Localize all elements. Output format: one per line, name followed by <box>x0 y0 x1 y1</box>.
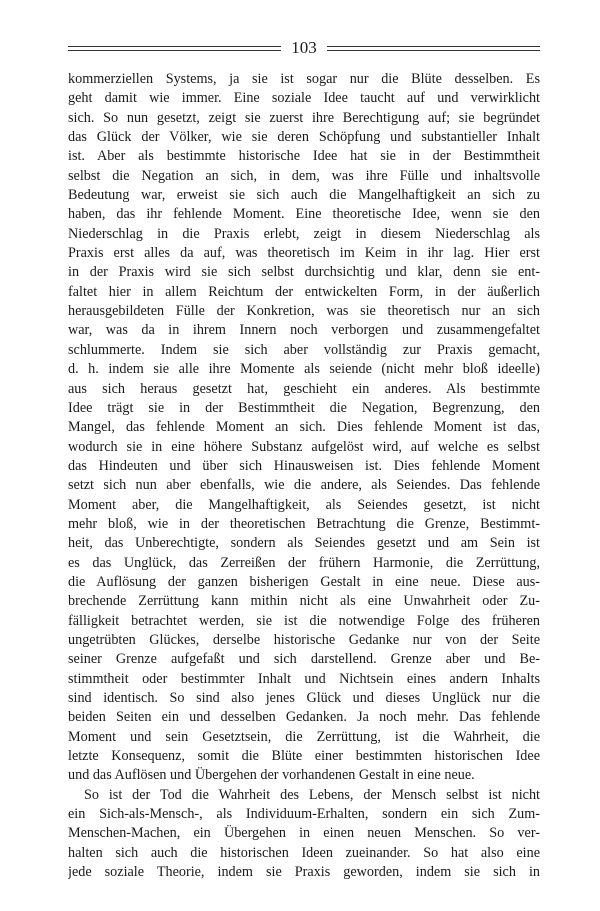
text-line: stimmtheit oder bestimmter Inhalt und Nichtsein eines andern Inhalts <box>68 670 540 687</box>
text-line: seiner Grenze aufgefaßt und sich darstellend. Grenze aber und Be- <box>68 651 540 668</box>
text-line: Moment und sein Gesetztsein, die Zerrüttung, ist die Wahrheit, die <box>68 728 540 745</box>
text-line: die Auflösung der ganzen bisherigen Gestalt in eine neue. Diese aus- <box>68 573 540 590</box>
text-line: sich. So nun gesetzt, zeigt sie zuerst ihre Berechtigung auf; sie begründet <box>68 109 540 126</box>
text-line: halten sich auch die historischen Ideen zueinander. So hat also eine <box>68 844 540 861</box>
text-line: fälligkeit betrachtet werden, sie ist die notwendige Folge des früheren <box>68 612 540 629</box>
text-line: Idee trägt sie in der Bestimmtheit die Negation, Begrenzung, den <box>68 399 540 416</box>
text-line: d. h. indem sie alle ihre Momente als seiende (nicht mehr bloß ideelle) <box>68 361 540 378</box>
text-line: in der Praxis wird sie sich selbst durchsichtig und klar, denn sie ent- <box>68 264 540 281</box>
text-line: jede soziale Theorie, indem sie Praxis geworden, indem sie sich in <box>68 864 540 881</box>
text-line: es das Unglück, das Zerreißen der frühern Harmonie, die Zerrüttung, <box>68 554 540 571</box>
text-line: geht damit wie immer. Eine soziale Idee taucht auf und verwirklicht <box>68 90 540 107</box>
text-line: sind identisch. So sind also jenes Glück und dieses Unglück nur die <box>68 690 540 706</box>
text-line: wodurch sie in eine höhere Substanz aufgelöst wird, auf welche es selbst <box>68 438 540 455</box>
page-header <box>68 36 540 60</box>
text-line: Niederschlag in die Praxis erlebt, zeigt in diesem Niederschlag als <box>68 225 540 242</box>
text-line: faltet hier in allem Reichtum der entwickelten Form, in der äußerlich <box>68 283 540 300</box>
text-line: mehr bloß, wie in der theoretischen Betrachtung die Grenze, Bestimmt- <box>68 515 540 532</box>
page-number: 103 <box>291 38 317 57</box>
text-line: Moment aber, die Mangelhaftigkeit, als Seiendes gesetzt, ist nicht <box>68 496 540 513</box>
header-rule-right <box>327 46 540 51</box>
text-line: Menschen-Machen, ein Übergehen in einen neuen Menschen. So ver- <box>68 825 540 842</box>
body-text <box>68 70 540 882</box>
text-line: schlummerte. Indem sie sich aber vollständig zur Praxis gemacht, <box>68 341 540 358</box>
text-line: herausgebildeten Fülle der Konkretion, was sie theoretisch nur an sich <box>68 303 540 320</box>
text-line: letzte Konsequenz, somit die Blüte einer bestimmten historischen Idee <box>68 748 540 765</box>
text-line: haben, das ihr fehlende Moment. Eine theoretische Idee, wenn sie den <box>68 206 540 223</box>
text-line: ist. Aber als bestimmte historische Idee hat sie in der Bestimmtheit <box>68 148 540 165</box>
text-line: kommerziellen Systems, ja sie ist sogar nur die Blüte desselben. Es <box>68 71 540 87</box>
text-line: So ist der Tod die Wahrheit des Lebens, der Mensch selbst ist nicht <box>84 786 540 803</box>
book-page <box>68 36 540 882</box>
header-rule-left <box>68 46 281 51</box>
text-line: ungetrübten Glückes, derselbe historische Gedanke nur von der Seite <box>68 631 540 648</box>
text-line: war, was da in ihrem Innern noch verborgen und zusammengefaltet <box>68 322 540 339</box>
text-line: Praxis erst alles da auf, was theoretisch im Keim in ihr lag. Hier erst <box>68 245 540 262</box>
text-line: setzt sich nun aber ebenfalls, wie die andere, als Seiendes. Das fehlende <box>68 477 540 494</box>
text-line: beiden Seiten ein und desselben Gedanken. Ja noch mehr. Das fehlende <box>68 709 540 726</box>
text-line: brechende Zerrüttung kann mithin nicht als eine Unwahrheit oder Zu- <box>68 593 540 610</box>
text-line: ein Sich-als-Mensch-, als Individuum-Erhalten, sondern ein sich Zum- <box>68 806 540 823</box>
text-line: das Glück der Völker, wie sie deren Schöpfung und substantieller Inhalt <box>68 129 540 146</box>
text-line: Bedeutung war, erweist sie sich auch die Mangelhaftigkeit an sich zu <box>68 187 540 204</box>
text-line: heit, das Unberechtigte, sondern als Seiendes gesetzt und am Sein ist <box>68 535 540 552</box>
text-line: selbst die Negation an sich, in dem, was ihre Fülle und inhaltsvolle <box>68 167 540 184</box>
text-line: und das Auflösen und Übergehen der vorhandenen Gestalt in eine neue. <box>68 767 475 784</box>
text-line: Mangel, das fehlende Moment an sich. Dies fehlende Moment ist das, <box>68 419 540 436</box>
text-line: aus sich heraus gesetzt hat, geschieht ein anderes. Als bestimmte <box>68 380 540 397</box>
text-line: das Hindeuten und über sich Hinausweisen ist. Dies fehlende Moment <box>68 457 540 474</box>
